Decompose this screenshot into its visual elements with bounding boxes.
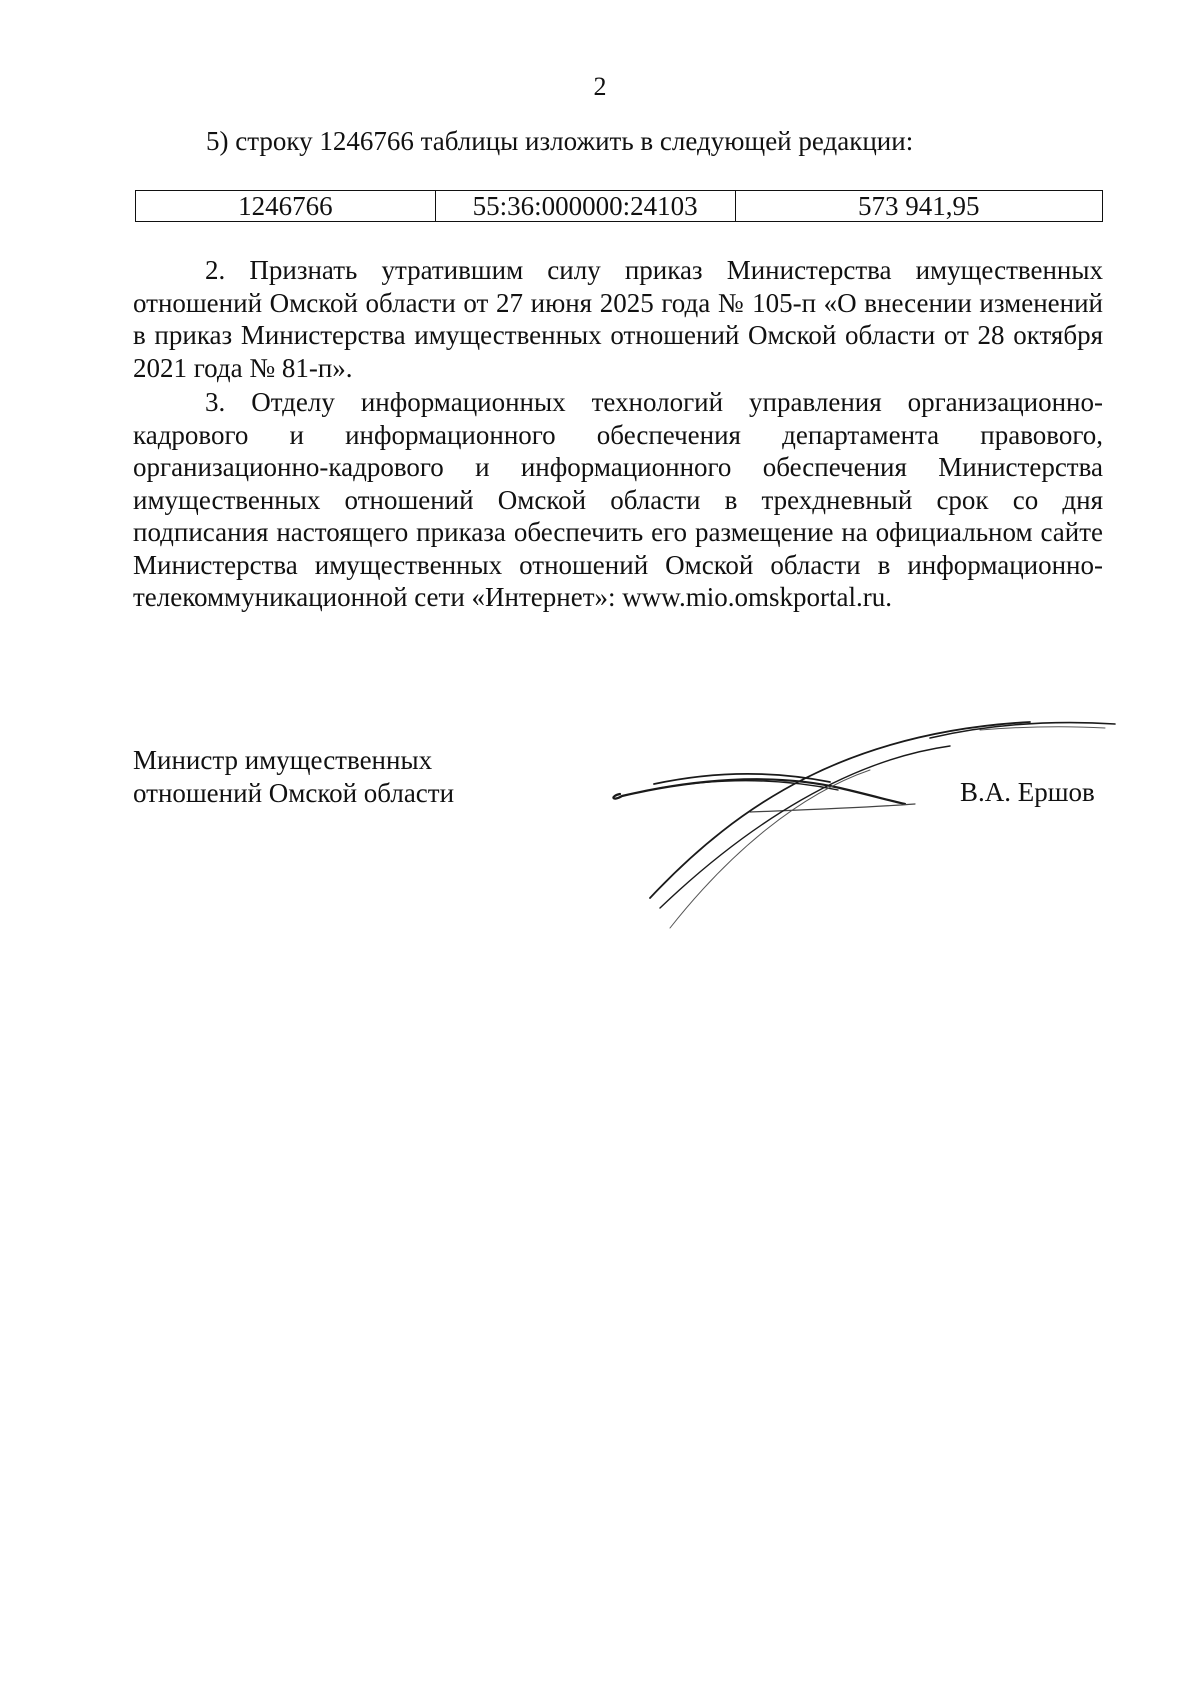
table-cell-cadastral-number: 55:36:000000:24103 xyxy=(435,191,735,222)
paragraph-3 xyxy=(133,386,1103,614)
table-cell-row-number: 1246766 xyxy=(136,191,436,222)
paragraph-2 xyxy=(133,254,1103,384)
paragraph-3-text: 3. Отделу информационных технологий управления организационно-кадрового и информационного обеспечения департамента правового, организационно-кадрового и информационного обеспечения Министерства имущественных отношений Омской области в трехдневный срок со дня подписания настоящего приказа обеспечить его размещение на официальном сайте Министерства имущественных отношений Омской области в информационно-телекоммуникационной сети «Интернет»: www.mio.omskportal.ru. xyxy=(133,387,1103,612)
signer-title-line-2: отношений Омской области xyxy=(133,778,455,808)
page-number: 2 xyxy=(593,72,607,101)
table-cell-value: 573 941,95 xyxy=(735,191,1102,222)
signer-title xyxy=(133,744,454,810)
amendment-item-intro: 5) строку 1246766 таблицы изложить в следующей редакции: xyxy=(206,126,914,156)
amendment-table xyxy=(135,190,1103,222)
table-row xyxy=(136,191,1103,222)
signer-title-line-1: Министр имущественных xyxy=(133,745,433,775)
paragraph-2-text: 2. Признать утратившим силу приказ Министерства имущественных отношений Омской области от 27 июня 2025 года № 105-п «О внесении изменений в приказ Министерства имущественных отношений Омской области от 28 октября 2021 года № 81-п». xyxy=(133,255,1103,383)
signer-name: В.А. Ершов xyxy=(960,777,1095,807)
handwritten-signature-icon xyxy=(600,712,1120,932)
